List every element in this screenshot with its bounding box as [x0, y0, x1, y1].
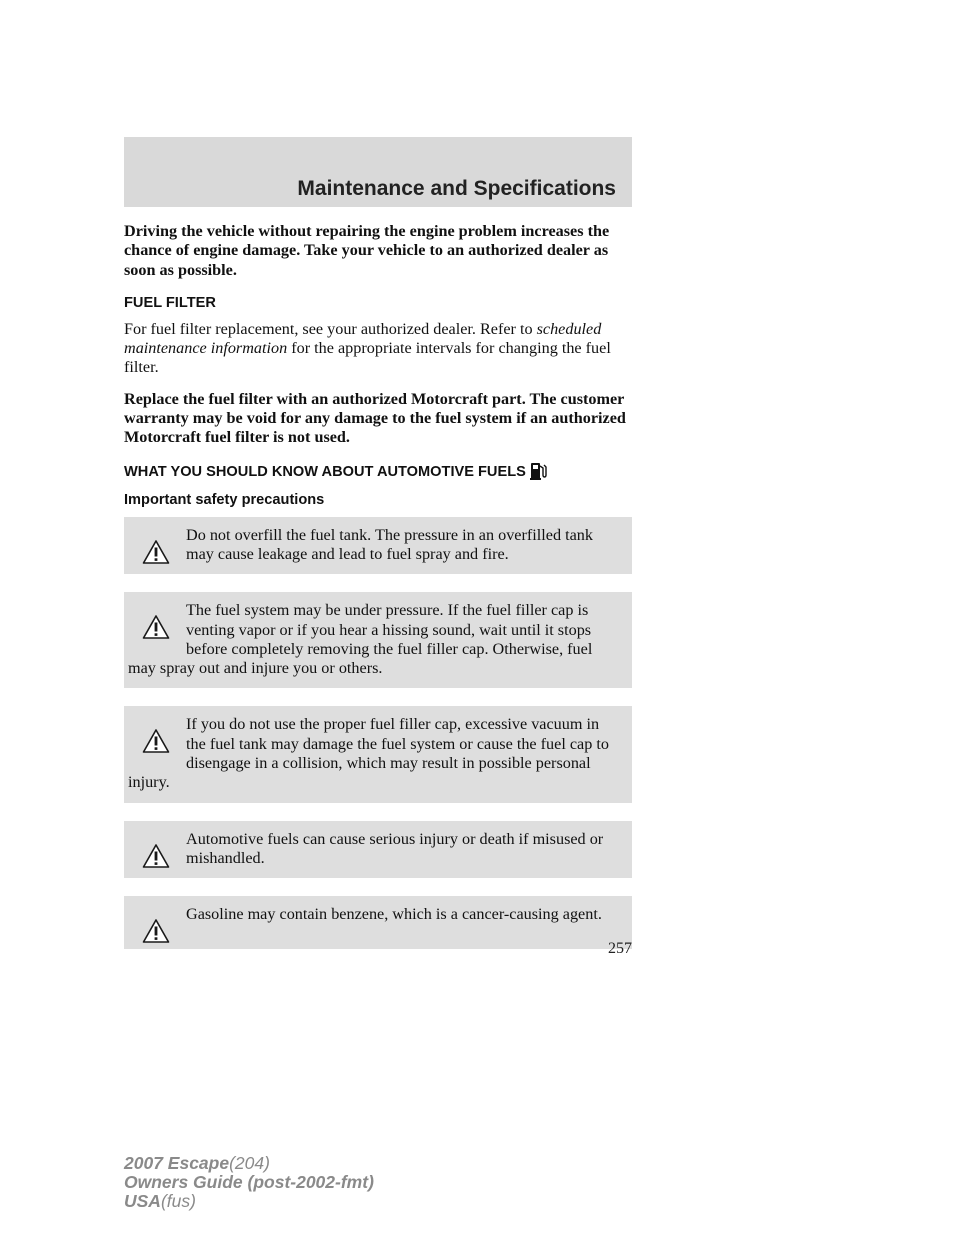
footer-market-code: (fus) [160, 1191, 196, 1211]
warning-triangle-icon [142, 918, 170, 944]
warning-text: The fuel system may be under pressure. If the fuel filler cap is venting vapor or if you hear a hissing sound, wait until it stops before completely removing the fuel filler cap. Otherwise, fuel may spray out and injure you or others. [128, 601, 593, 678]
fuel-filter-text-end: for the appropriate intervals for changing the fuel filter. [124, 339, 611, 377]
fuel-filter-paragraph [124, 320, 632, 378]
footer-line-model [124, 1154, 374, 1173]
footer-model: 2007 Escape [124, 1153, 230, 1173]
footer-model-code: (204) [229, 1153, 270, 1173]
page-content [124, 222, 632, 967]
warning-triangle-icon [142, 539, 170, 565]
safety-precautions-heading: Important safety precautions [124, 491, 325, 508]
warning-box [124, 896, 632, 948]
section-header-band [124, 137, 632, 207]
fuel-filter-heading: FUEL FILTER [124, 294, 216, 311]
warning-box [124, 706, 632, 802]
warning-text: Automotive fuels can cause serious injury or death if misused or mishandled. [186, 829, 604, 867]
document-footer [124, 1154, 374, 1211]
warning-text: Do not overfill the fuel tank. The pressure in an overfilled tank may cause leakage and lead to fuel spray and fire. [186, 525, 593, 563]
motorcraft-note: Replace the fuel filter with an authorized Motorcraft part. The customer warranty may be void for any damage to the fuel system if an authorized Motorcraft fuel filter is not used. [124, 389, 626, 447]
warning-box [124, 592, 632, 688]
footer-market: USA [124, 1191, 161, 1211]
footer-line-guide [124, 1173, 374, 1192]
section-title: Maintenance and Specifications [297, 177, 616, 200]
warning-triangle-icon [142, 728, 170, 754]
warning-text: Gasoline may contain benzene, which is a cancer-causing agent. [186, 905, 602, 924]
page-number: 257 [608, 940, 632, 957]
engine-damage-note: Driving the vehicle without repairing the engine problem increases the chance of engine damage. Take your vehicle to an authorized dealer as soon as possible. [124, 222, 610, 279]
warning-box [124, 517, 632, 575]
scheduled-maintenance-reference: scheduled maintenance information [124, 319, 602, 358]
warning-box [124, 821, 632, 879]
warning-triangle-icon [142, 614, 170, 640]
warning-triangle-icon [142, 843, 170, 869]
automotive-fuels-heading [124, 460, 632, 481]
warning-text: If you do not use the proper fuel filler cap, excessive vacuum in the fuel tank may damage the fuel system or cause the fuel cap to disengage in a collision, which may result in possible personal injury. [128, 715, 609, 792]
footer-line-market [124, 1192, 374, 1211]
fuel-filter-text-start: For fuel filter replacement, see your authorized dealer. Refer to [124, 319, 537, 338]
footer-guide: Owners Guide (post-2002-fmt) [124, 1172, 374, 1192]
automotive-fuels-heading-text: WHAT YOU SHOULD KNOW ABOUT AUTOMOTIVE FUELS [124, 463, 526, 480]
fuel-pump-icon [529, 460, 547, 481]
